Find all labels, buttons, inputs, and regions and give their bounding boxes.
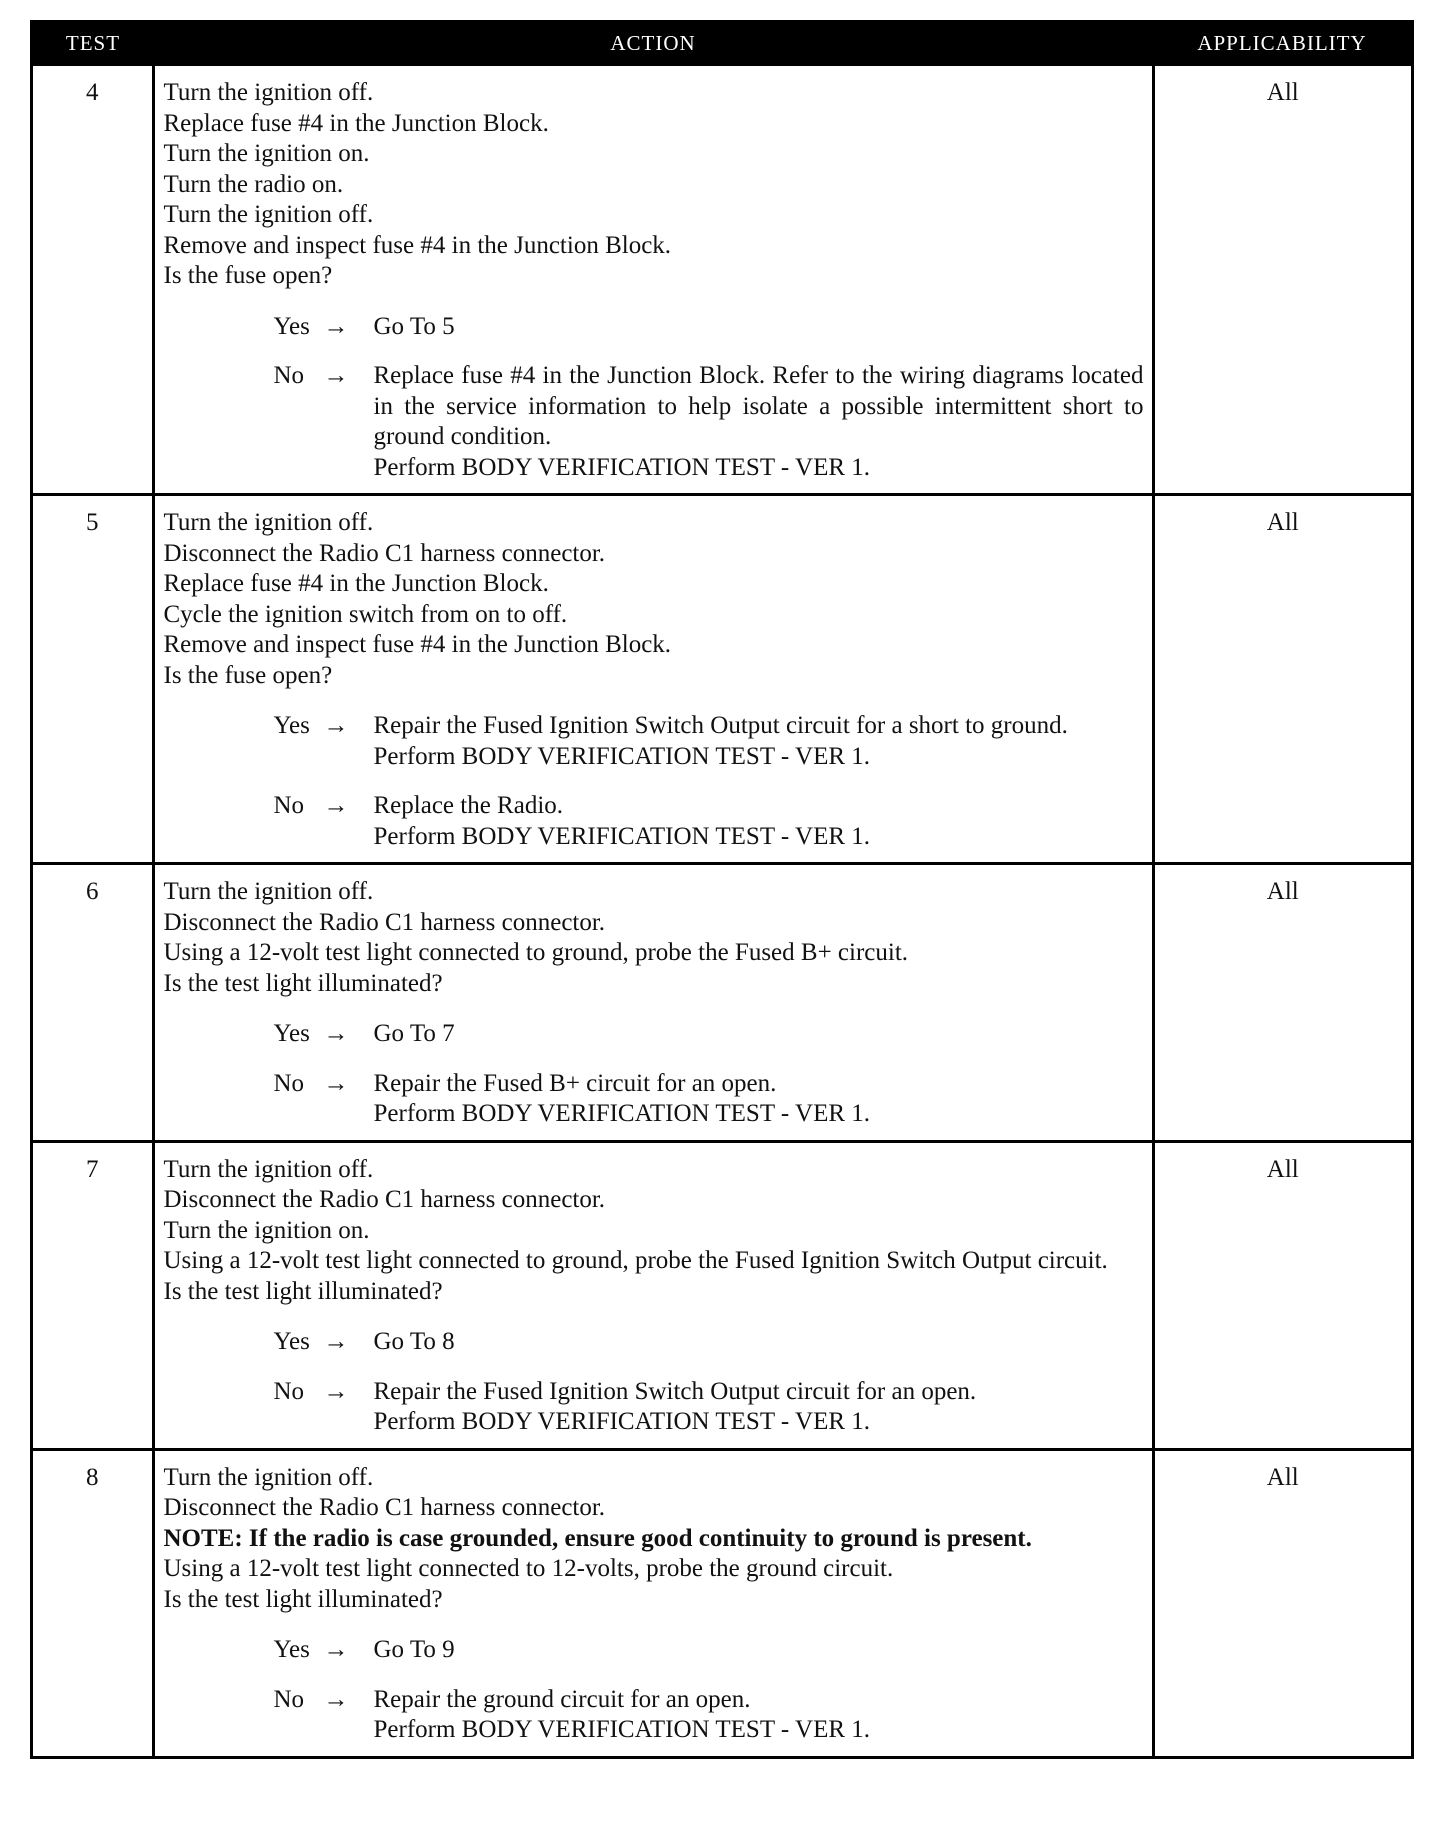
- yes-result: [164, 711, 1144, 772]
- action-step: Using a 12-volt test light connected to 12-volts, probe the ground circuit.: [163, 1555, 894, 1582]
- action-step: Disconnect the Radio C1 harness connector.: [163, 908, 606, 936]
- outcome-text: Go To 7: [373, 1020, 455, 1047]
- no-result: [164, 791, 1144, 852]
- test-number: 5: [33, 495, 153, 864]
- arrow-right-icon: →: [323, 1636, 349, 1663]
- arrow-right-icon: →: [323, 1328, 349, 1355]
- outcome-text: Perform BODY VERIFICATION TEST - VER 1.: [373, 822, 871, 850]
- action-step: Using a 12-volt test light connected to ground, probe the Fused B+ circuit.: [163, 939, 909, 966]
- no-outcome: [374, 1069, 1144, 1130]
- action-step: Remove and inspect fuse #4 in the Junction Block.: [163, 231, 672, 259]
- table-row: [33, 1449, 1411, 1756]
- test-table: [33, 23, 1411, 1756]
- no-result: [164, 1069, 1144, 1130]
- outcome-text: Go To 8: [373, 1328, 455, 1355]
- action-step: Remove and inspect fuse #4 in the Junction Block.: [163, 631, 672, 658]
- no-result: [164, 361, 1144, 483]
- outcome-text: Repair the Fused B+ circuit for an open.: [373, 1069, 777, 1097]
- arrow-right-icon: →: [323, 712, 349, 739]
- applicability-value: All: [1153, 495, 1411, 864]
- test-number: 8: [33, 1449, 153, 1756]
- applicability-value: All: [1153, 65, 1411, 495]
- no-label: No: [273, 792, 305, 819]
- arrow-right-icon: →: [323, 1020, 349, 1047]
- arrow-right-icon: →: [323, 362, 349, 389]
- outcome-text: Perform BODY VERIFICATION TEST - VER 1.: [373, 742, 871, 770]
- header-action: ACTION: [153, 23, 1153, 65]
- table-row: [33, 65, 1411, 495]
- action-cell: [153, 1141, 1153, 1449]
- yes-outcome: [374, 1019, 1144, 1050]
- action-step: Disconnect the Radio C1 harness connector.: [163, 1186, 606, 1213]
- action-step: Turn the ignition on.: [163, 1216, 370, 1244]
- header-applicability: APPLICABILITY: [1153, 23, 1411, 65]
- test-number: 7: [33, 1141, 153, 1449]
- no-label: No: [273, 1069, 305, 1097]
- action-step: Turn the ignition off.: [163, 509, 374, 536]
- yes-result: [164, 312, 1144, 343]
- yes-outcome: [374, 711, 1144, 772]
- yes-outcome: [374, 312, 1144, 343]
- outcome-text: Perform BODY VERIFICATION TEST - VER 1.: [373, 1100, 871, 1127]
- note-text: NOTE: If the radio is case grounded, ensure good continuity to ground is present.: [163, 1524, 1032, 1552]
- action-cell: [153, 495, 1153, 864]
- no-outcome: [374, 791, 1144, 852]
- outcome-text: Repair the Fused Ignition Switch Output circuit for a short to ground.: [373, 712, 1068, 739]
- action-step: Replace fuse #4 in the Junction Block.: [163, 109, 549, 137]
- outcome-text: Perform BODY VERIFICATION TEST - VER 1.: [373, 1408, 871, 1435]
- action-step: Replace fuse #4 in the Junction Block.: [163, 570, 549, 597]
- action-step: Is the test light illuminated?: [163, 1585, 443, 1613]
- outcome-text: Go To 5: [373, 312, 455, 340]
- action-step: Is the test light illuminated?: [163, 1277, 443, 1305]
- action-cell: [153, 1449, 1153, 1756]
- diagnostic-test-table: [30, 20, 1414, 1759]
- yes-label: Yes: [273, 312, 310, 340]
- no-outcome: [374, 1685, 1144, 1746]
- no-result: [164, 1685, 1144, 1746]
- yes-result: [164, 1019, 1144, 1050]
- outcome-text: Repair the ground circuit for an open.: [373, 1685, 751, 1713]
- action-step: Turn the ignition off.: [163, 1155, 374, 1183]
- outcome-text: Replace the Radio.: [373, 792, 564, 819]
- table-body: [33, 65, 1411, 1756]
- action-step: Is the fuse open?: [163, 262, 333, 289]
- table-row: [33, 864, 1411, 1142]
- action-step: Is the fuse open?: [163, 661, 333, 689]
- yes-label: Yes: [273, 1328, 310, 1355]
- yes-outcome: [374, 1635, 1144, 1666]
- action-step: Disconnect the Radio C1 harness connector.: [163, 539, 606, 567]
- action-step: Disconnect the Radio C1 harness connector.: [163, 1494, 606, 1521]
- no-result: [164, 1377, 1144, 1438]
- yes-result: [164, 1327, 1144, 1358]
- table-row: [33, 1141, 1411, 1449]
- yes-label: Yes: [273, 1636, 310, 1663]
- outcome-text: Replace fuse #4 in the Junction Block. Refer to the wiring diagrams located in the service information to help isolate a possible intermittent short to ground condition.: [373, 362, 1144, 450]
- action-step: Turn the ignition off.: [163, 201, 374, 228]
- yes-label: Yes: [273, 712, 310, 739]
- action-cell: [153, 864, 1153, 1142]
- action-step: Is the test light illuminated?: [163, 969, 443, 997]
- action-step: Turn the ignition off.: [163, 1463, 374, 1491]
- applicability-value: All: [1153, 1449, 1411, 1756]
- outcome-text: Perform BODY VERIFICATION TEST - VER 1.: [373, 1716, 871, 1743]
- action-step: Turn the radio on.: [163, 170, 344, 198]
- applicability-value: All: [1153, 864, 1411, 1142]
- yes-label: Yes: [273, 1020, 310, 1047]
- action-step: Turn the ignition off.: [163, 878, 374, 905]
- arrow-right-icon: →: [323, 1685, 349, 1713]
- action-step: Turn the ignition on.: [163, 140, 370, 167]
- no-label: No: [273, 1685, 305, 1713]
- outcome-text: Perform BODY VERIFICATION TEST - VER 1.: [373, 453, 871, 481]
- no-label: No: [273, 1377, 305, 1405]
- outcome-text: Repair the Fused Ignition Switch Output circuit for an open.: [373, 1377, 977, 1405]
- arrow-right-icon: →: [323, 1377, 349, 1405]
- yes-result: [164, 1635, 1144, 1666]
- arrow-right-icon: →: [323, 312, 349, 340]
- outcome-text: Go To 9: [373, 1636, 455, 1663]
- yes-outcome: [374, 1327, 1144, 1358]
- action-step: Using a 12-volt test light connected to ground, probe the Fused Ignition Switch Output circuit.: [163, 1247, 1108, 1274]
- action-step: Cycle the ignition switch from on to off.: [163, 600, 568, 628]
- header-row: [33, 23, 1411, 65]
- test-number: 4: [33, 65, 153, 495]
- arrow-right-icon: →: [323, 1069, 349, 1097]
- applicability-value: All: [1153, 1141, 1411, 1449]
- action-step: Turn the ignition off.: [163, 79, 374, 106]
- no-label: No: [273, 362, 305, 389]
- test-number: 6: [33, 864, 153, 1142]
- action-cell: [153, 65, 1153, 495]
- no-outcome: [374, 361, 1144, 483]
- no-outcome: [374, 1377, 1144, 1438]
- arrow-right-icon: →: [323, 792, 349, 819]
- table-row: [33, 495, 1411, 864]
- header-test: TEST: [33, 23, 153, 65]
